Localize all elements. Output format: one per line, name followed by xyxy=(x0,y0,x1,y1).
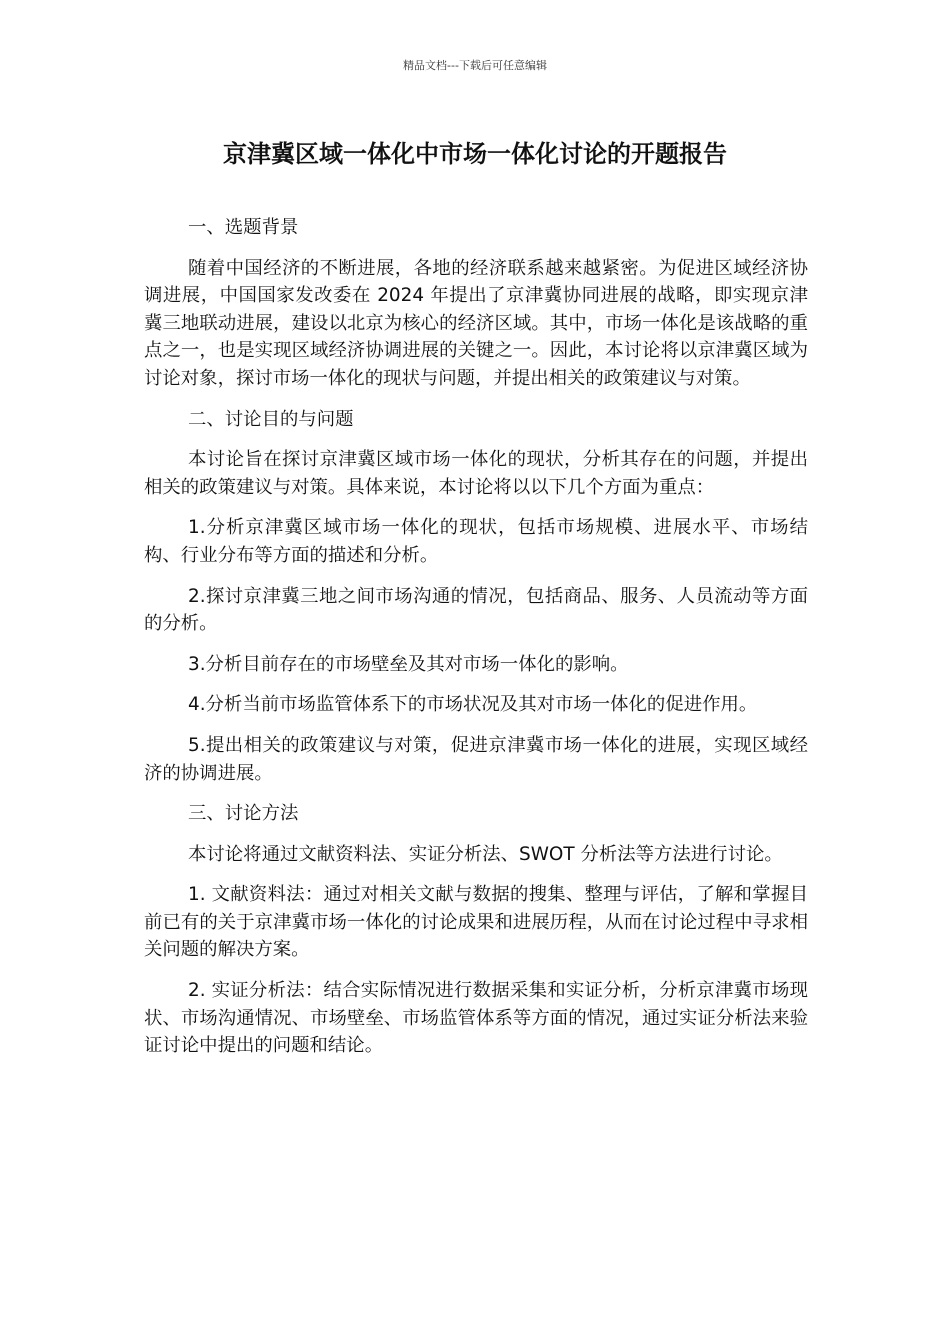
list-item: 2.探讨京津冀三地之间市场沟通的情况，包括商品、服务、人员流动等方面的分析。 xyxy=(144,585,808,635)
document-body xyxy=(144,214,808,1073)
paragraph: 本讨论旨在探讨京津冀区域市场一体化的现状，分析其存在的问题，并提出相关的政策建议与对策。具体来说，本讨论将以以下几个方面为重点： xyxy=(144,449,808,498)
paragraph: 随着中国经济的不断进展，各地的经济联系越来越紧密。为促进区域经济协调进展，中国国家发改委在 2024 年提出了京津冀协同进展的战略，即实现京津冀三地联动进展，建设以北京为核心的经济区域。其中，市场一体化是该战略的重点之一，也是实现区域经济协调进展的关键之一。因此，本讨论将以京津冀区域为讨论对象，探讨市场一体化的现状与问题，并提出相关的政策建议与对策。 xyxy=(144,257,808,389)
list-item: 1. 文献资料法：通过对相关文献与数据的搜集、整理与评估，了解和掌握目前已有的关于京津冀市场一体化的讨论成果和进展历程，从而在讨论过程中寻求相关问题的解决方案。 xyxy=(144,884,808,961)
section-methods xyxy=(144,800,808,1060)
header-note: 精品文档---下载后可任意编辑 xyxy=(403,59,547,72)
section-heading: 一、选题背景 xyxy=(188,217,299,238)
document-title: 京津冀区域一体化中市场一体化讨论的开题报告 xyxy=(223,140,727,168)
section-heading: 三、讨论方法 xyxy=(188,803,299,825)
section-objectives xyxy=(144,406,808,788)
list-item: 2. 实证分析法：结合实际情况进行数据采集和实证分析，分析京津冀市场现状、市场沟通情况、市场壁垒、市场监管体系等方面的情况，通过实证分析法来验证讨论中提出的问题和结论。 xyxy=(144,980,808,1057)
list-item: 1.分析京津冀区域市场一体化的现状，包括市场规模、进展水平、市场结构、行业分布等方面的描述和分析。 xyxy=(144,517,808,566)
paragraph: 本讨论将通过文献资料法、实证分析法、SWOT 分析法等方法进行讨论。 xyxy=(188,843,783,865)
list-item: 4.分析当前市场监管体系下的市场状况及其对市场一体化的促进作用。 xyxy=(188,694,758,716)
section-background xyxy=(144,214,808,393)
list-item: 5.提出相关的政策建议与对策，促进京津冀市场一体化的进展，实现区域经济的协调进展。 xyxy=(144,734,808,784)
section-heading: 二、讨论目的与问题 xyxy=(188,408,354,430)
list-item: 3.分析目前存在的市场壁垒及其对市场一体化的影响。 xyxy=(188,653,629,675)
